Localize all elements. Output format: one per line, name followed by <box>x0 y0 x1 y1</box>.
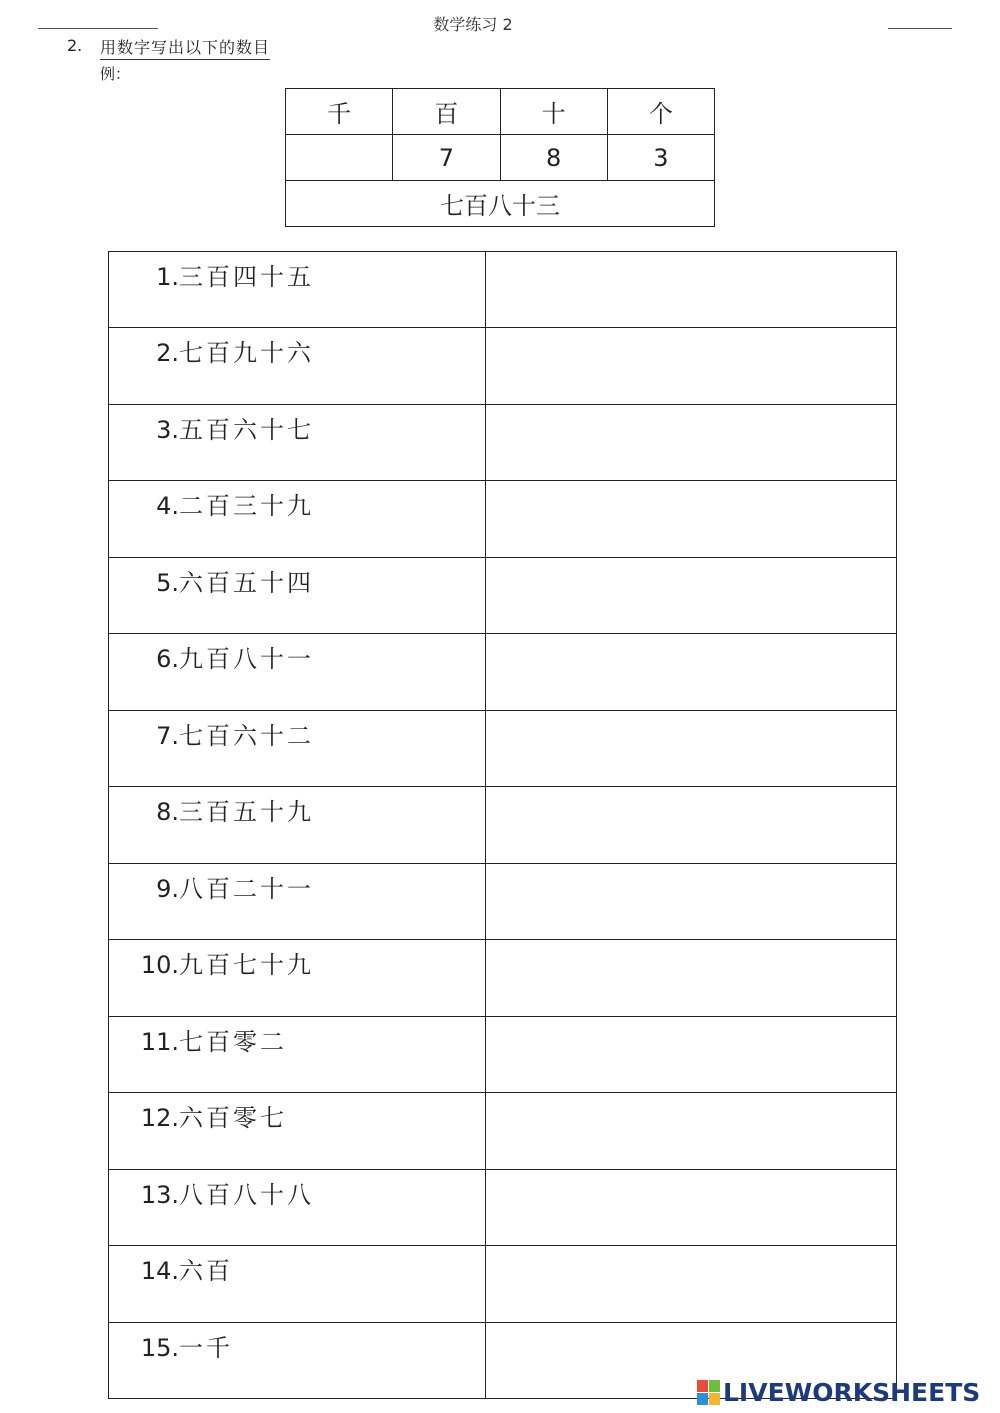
exercise-row <box>109 1016 897 1092</box>
digit-tens: 8 <box>500 135 607 181</box>
exercise-question <box>109 1322 486 1398</box>
example-place-value-table <box>285 88 715 227</box>
exercise-row <box>109 940 897 1016</box>
exercise-table <box>108 251 897 1399</box>
answer-field[interactable] <box>486 863 897 939</box>
exercise-text: 三百五十九 <box>179 798 314 827</box>
exercise-question <box>109 1169 486 1245</box>
exercise-row <box>109 634 897 710</box>
logo-square-blue <box>697 1393 708 1405</box>
exercise-row <box>109 710 897 786</box>
question-number: 2. <box>67 36 83 55</box>
logo-square-yellow <box>709 1393 720 1405</box>
exercise-row <box>109 1246 897 1322</box>
exercise-row <box>109 404 897 480</box>
answer-field[interactable] <box>486 787 897 863</box>
exercise-question <box>109 863 486 939</box>
exercise-number: 9. <box>156 874 179 903</box>
header-hundreds: 百 <box>393 89 500 135</box>
exercise-question <box>109 1093 486 1169</box>
exercise-number: 7. <box>156 721 179 750</box>
exercise-row <box>109 863 897 939</box>
header-ones: 个 <box>607 89 714 135</box>
exercise-text: 六百零七 <box>179 1104 287 1133</box>
digit-ones: 3 <box>607 135 714 181</box>
logo-text: LIVEWORKSHEETS <box>723 1378 981 1407</box>
exercise-question <box>109 1246 486 1322</box>
exercise-text: 二百三十九 <box>179 492 314 521</box>
exercise-text: 八百二十一 <box>179 874 314 903</box>
answer-field[interactable] <box>486 1093 897 1169</box>
exercise-question <box>109 252 486 328</box>
date-blank-line <box>888 28 952 29</box>
answer-field[interactable] <box>486 252 897 328</box>
exercise-number: 1. <box>156 263 179 291</box>
liveworksheets-logo-icon <box>697 1380 720 1405</box>
exercise-text: 六百 <box>179 1257 233 1286</box>
exercise-number: 12. <box>140 1104 179 1133</box>
exercise-text: 三百四十五 <box>179 263 314 291</box>
exercise-question <box>109 481 486 557</box>
exercise-question <box>109 328 486 404</box>
exercise-number: 8. <box>156 798 179 827</box>
logo-square-green <box>709 1380 720 1392</box>
exercise-row <box>109 252 897 328</box>
answer-field[interactable] <box>486 557 897 633</box>
answer-field[interactable] <box>486 1169 897 1245</box>
example-header-row <box>286 89 715 135</box>
answer-field[interactable] <box>486 1016 897 1092</box>
exercise-question <box>109 557 486 633</box>
exercise-text: 九百七十九 <box>179 951 314 980</box>
exercise-text: 一千 <box>179 1333 233 1362</box>
answer-field[interactable] <box>486 1246 897 1322</box>
exercise-number: 10. <box>140 951 179 980</box>
exercise-row <box>109 481 897 557</box>
exercise-number: 5. <box>156 568 179 597</box>
answer-field[interactable] <box>486 710 897 786</box>
exercise-number: 11. <box>140 1027 179 1056</box>
answer-field[interactable] <box>486 940 897 1016</box>
example-label: 例： <box>100 65 131 83</box>
exercise-text: 八百八十八 <box>179 1180 314 1209</box>
exercise-row <box>109 328 897 404</box>
exercise-question <box>109 940 486 1016</box>
digit-thousands <box>286 135 393 181</box>
exercise-question <box>109 710 486 786</box>
answer-field[interactable] <box>486 328 897 404</box>
exercise-question <box>109 404 486 480</box>
exercise-row <box>109 1093 897 1169</box>
exercise-number: 3. <box>156 415 179 444</box>
exercise-text: 五百六十七 <box>179 415 314 444</box>
exercise-text: 七百九十六 <box>179 339 314 368</box>
page-title: 数学练习 2 <box>433 15 513 34</box>
exercise-number: 6. <box>156 645 179 674</box>
digit-hundreds: 7 <box>393 135 500 181</box>
exercise-question <box>109 1016 486 1092</box>
exercise-text: 六百五十四 <box>179 568 314 597</box>
exercise-text: 七百六十二 <box>179 721 314 750</box>
answer-field[interactable] <box>486 481 897 557</box>
example-words-row <box>286 181 715 227</box>
exercise-text: 七百零二 <box>179 1027 287 1056</box>
header-tens: 十 <box>500 89 607 135</box>
example-digit-row <box>286 135 715 181</box>
liveworksheets-logo <box>697 1378 980 1407</box>
example-number-words: 七百八十三 <box>286 181 715 227</box>
exercise-number: 15. <box>140 1333 179 1362</box>
exercise-row <box>109 787 897 863</box>
answer-field[interactable] <box>486 634 897 710</box>
exercise-question <box>109 634 486 710</box>
exercise-row <box>109 1169 897 1245</box>
exercise-text: 九百八十一 <box>179 645 314 674</box>
logo-square-red <box>697 1380 708 1392</box>
exercise-row <box>109 557 897 633</box>
exercise-number: 4. <box>156 492 179 521</box>
exercise-number: 2. <box>156 339 179 368</box>
header-thousands: 千 <box>286 89 393 135</box>
answer-field[interactable] <box>486 404 897 480</box>
exercise-question <box>109 787 486 863</box>
exercise-number: 13. <box>140 1180 179 1209</box>
exercise-number: 14. <box>140 1257 179 1286</box>
question-instruction: 用数字写出以下的数目 <box>100 35 270 60</box>
